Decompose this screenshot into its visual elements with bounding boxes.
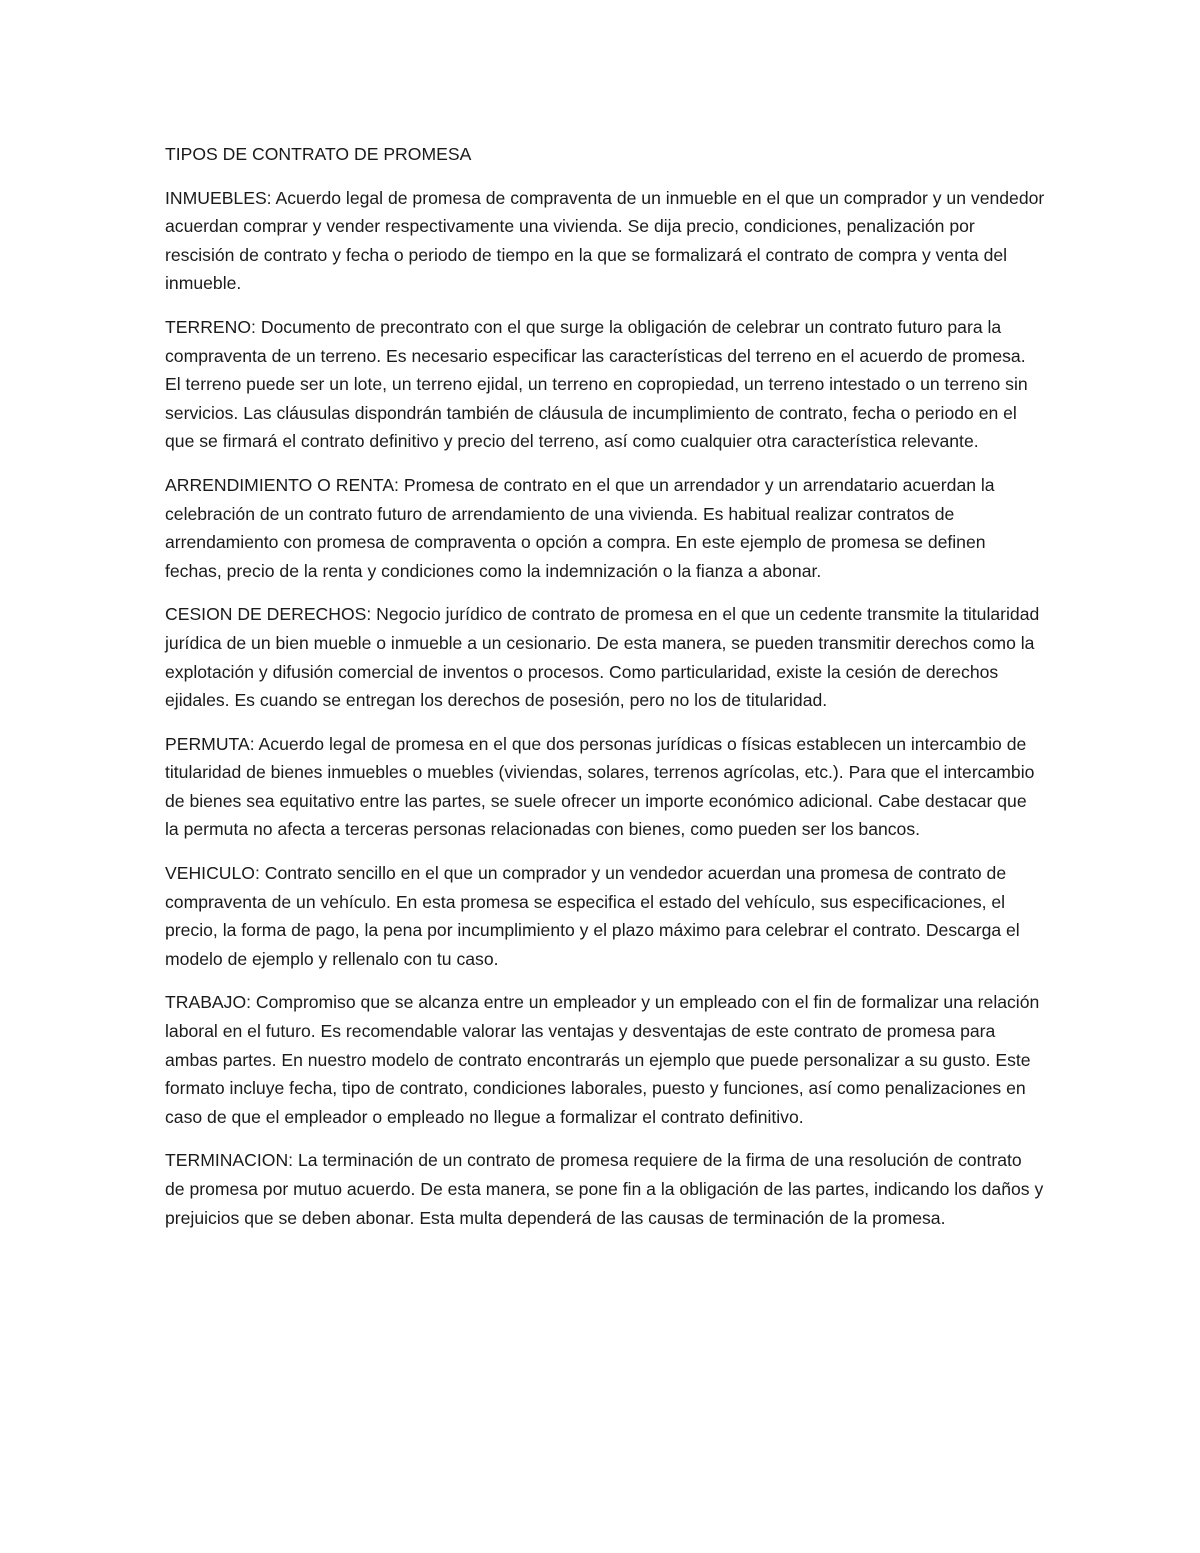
document-title: TIPOS DE CONTRATO DE PROMESA	[165, 144, 472, 164]
section-inmuebles	[165, 184, 1045, 298]
section-body: Documento de precontrato con el que surge la obligación de celebrar un contrato futuro para la compraventa de un terreno. Es necesario especificar las características del terreno en el acuerdo de promesa. El terreno puede ser un lote, un terreno ejidal, un terreno en copropiedad, un terreno intestado o un terreno sin servicios. Las cláusulas dispondrán también de cláusula de incumplimiento de contrato, fecha o periodo en el que se firmará el contrato definitivo y precio del terreno, así como cualquier otra característica relevante.	[165, 316, 1028, 452]
section-body: Contrato sencillo en el que un comprador y un vendedor acuerdan una promesa de contrato de compraventa de un vehículo. En esta promesa se especifica el estado del vehículo, sus especificaciones, el precio, la forma de pago, la pena por incumplimiento y el plazo máximo para celebrar el contrato. Descarga el modelo de ejemplo y rellenalo con tu caso.	[165, 863, 1020, 969]
section-vehiculo	[165, 859, 1045, 973]
section-body: Acuerdo legal de promesa de compraventa de un inmueble en el que un comprador y un vendedor acuerdan comprar y vender respectivamente una vivienda. Se dija precio, condiciones, penalización por rescisión de contrato y fecha o periodo de tiempo en la que se formalizará el contrato de compra y venta del inmueble.	[165, 187, 1045, 294]
section-cesion-de-derechos	[165, 600, 1045, 714]
section-heading: ARRENDIMIENTO O RENTA:	[165, 474, 399, 495]
section-body: Compromiso que se alcanza entre un empleador y un empleado con el fin de formalizar una relación laboral en el futuro. Es recomendable valorar las ventajas y desventajas de este contrato de promesa para ambas partes. En nuestro modelo de contrato encontrarás un ejemplo que puede personalizar a su gusto. Este formato incluye fecha, tipo de contrato, condiciones laborales, puesto y funciones, así como penalizaciones en caso de que el empleador o empleado no llegue a formalizar el contrato definitivo.	[165, 992, 1040, 1127]
section-heading: CESION DE DERECHOS:	[165, 604, 372, 625]
section-heading: VEHICULO:	[165, 863, 260, 884]
section-body: Acuerdo legal de promesa en el que dos personas jurídicas o físicas establecen un intercambio de titularidad de bienes inmuebles o muebles (viviendas, solares, terrenos agrícolas, etc.). Para que el intercambio de bienes sea equitativo entre las partes, se suele ofrecer un importe económico adicional. Cabe destacar que la permuta no afecta a terceras personas relacionadas con bienes, como pueden ser los bancos.	[165, 733, 1035, 840]
section-heading: TRABAJO:	[165, 992, 252, 1013]
section-heading: INMUEBLES:	[165, 187, 272, 208]
section-body: Negocio jurídico de contrato de promesa en el que un cedente transmite la titularidad jurídica de un bien mueble o inmueble a un cesionario. De esta manera, se pueden transmitir derechos como la explotación y difusión comercial de inventos o procesos. Como particularidad, existe la cesión de derechos ejidales. Es cuando se entregan los derechos de posesión, pero no los de titularidad.	[165, 604, 1040, 711]
document-body	[165, 140, 1045, 1247]
section-heading: PERMUTA:	[165, 733, 255, 754]
section-permuta	[165, 730, 1045, 844]
section-arrendimiento	[165, 471, 1045, 585]
section-heading: TERRENO:	[165, 316, 256, 337]
section-trabajo	[165, 988, 1045, 1131]
section-heading: TERMINACION:	[165, 1150, 294, 1171]
section-body: La terminación de un contrato de promesa requiere de la firma de una resolución de contrato de promesa por mutuo acuerdo. De esta manera, se pone fin a la obligación de las partes, indicando los daños y prejuicios que se deben abonar. Esta multa dependerá de las causas de terminación de la promesa.	[165, 1150, 1044, 1228]
section-body: Promesa de contrato en el que un arrendador y un arrendatario acuerdan la celebración de un contrato futuro de arrendamiento de una vivienda. Es habitual realizar contratos de arrendamiento con promesa de compraventa o opción a compra. En este ejemplo de promesa se definen fechas, precio de la renta y condiciones como la indemnización o la fianza a abonar.	[165, 474, 995, 581]
section-terreno	[165, 313, 1045, 456]
section-terminacion	[165, 1146, 1045, 1232]
